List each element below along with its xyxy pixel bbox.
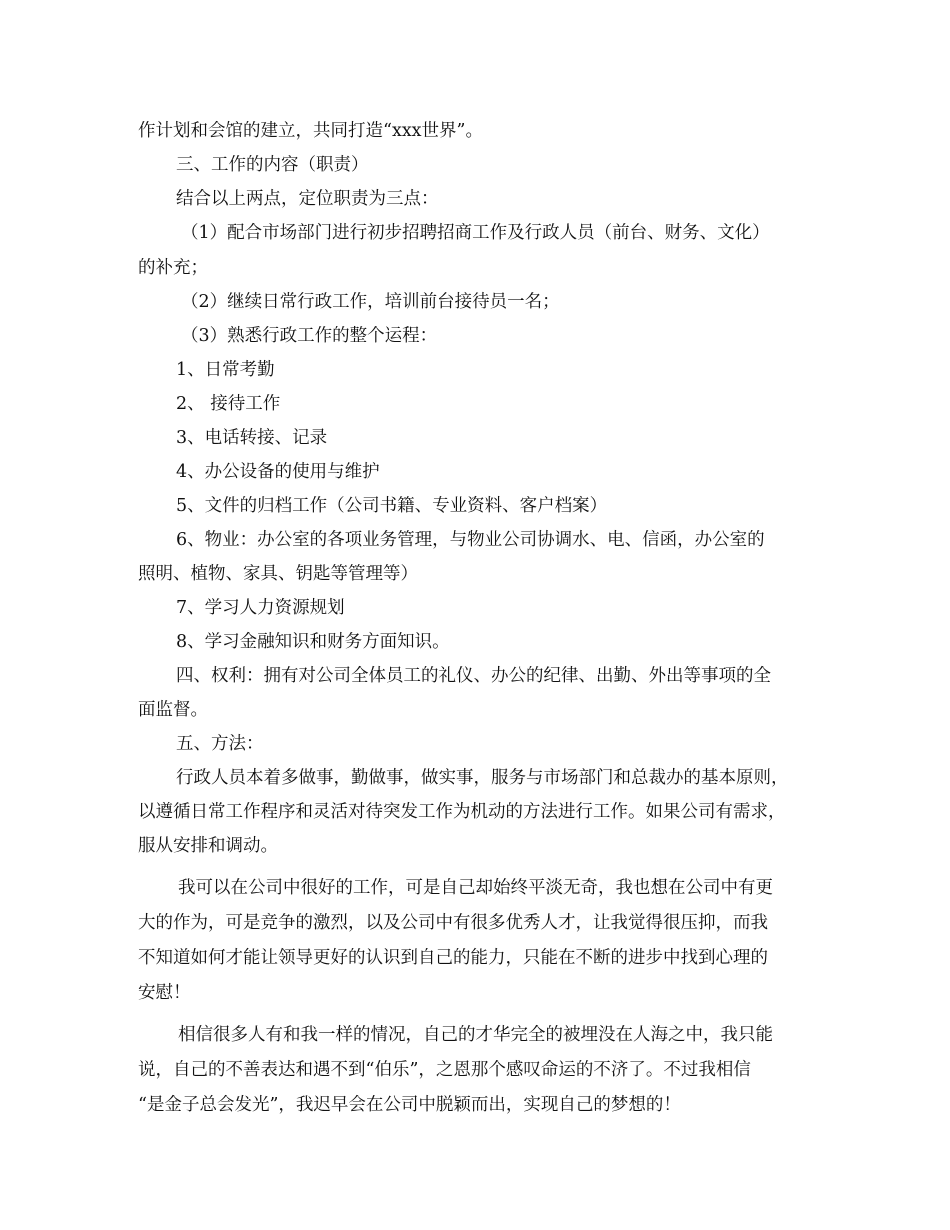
paragraph-line: 安慰！ <box>138 983 191 1003</box>
paragraph-line: 说，自己的不善表达和遇不到“伯乐”，之恩那个感叹命运的不济了。不过我相信 <box>138 1060 751 1080</box>
section-heading: 五、方法： <box>176 734 264 754</box>
list-item: 4、办公设备的使用与维护 <box>176 462 380 482</box>
list-item: （1）配合市场部门进行初步招聘招商工作及行政人员（前台、财务、文化） <box>181 223 770 243</box>
list-item: 3、电话转接、记录 <box>176 428 328 448</box>
paragraph-line: 大的作为，可是竞争的激烈，以及公司中有很多优秀人才，让我觉得很压抑，而我 <box>138 913 768 933</box>
list-item: 6、物业：办公室的各项业务管理，与物业公司协调水、电、信函，办公室的 <box>176 530 765 550</box>
paragraph-line: “是金子总会发光”，我迟早会在公司中脱颖而出，实现自己的梦想的！ <box>138 1095 681 1115</box>
text-line: 照明、植物、家具、钥匙等管理等） <box>138 564 418 584</box>
paragraph-line: 不知道如何才能让领导更好的认识到自己的能力，只能在不断的进步中找到心理的 <box>138 948 768 968</box>
text-line: 的补充； <box>138 258 208 278</box>
paragraph-line: 服从安排和调动。 <box>138 836 278 856</box>
paragraph-line: 我可以在公司中很好的工作，可是自己却始终平淡无奇，我也想在公司中有更 <box>178 878 773 898</box>
text-line: 面监督。 <box>138 700 208 720</box>
list-item: 2、 接待工作 <box>176 394 281 414</box>
list-item: 1、日常考勤 <box>176 360 275 380</box>
list-item: 8、学习金融知识和财务方面知识。 <box>176 632 450 652</box>
section-heading: 三、工作的内容（职责） <box>176 155 369 175</box>
list-item: 5、文件的归档工作（公司书籍、专业资料、客户档案） <box>176 496 608 516</box>
paragraph-line: 相信很多人有和我一样的情况，自己的才华完全的被埋没在人海之中，我只能 <box>178 1025 773 1045</box>
paragraph-line: 以遵循日常工作程序和灵活对待突发工作为机动的方法进行工作。如果公司有需求， <box>138 802 786 822</box>
section-heading: 四、权利：拥有对公司全体员工的礼仪、办公的纪律、出勤、外出等事项的全 <box>176 666 771 686</box>
paragraph-line: 行政人员本着多做事，勤做事，做实事，服务与市场部门和总裁办的基本原则， <box>176 768 789 788</box>
list-item: 7、学习人力资源规划 <box>176 598 345 618</box>
list-item: （3）熟悉行政工作的整个运程： <box>181 326 438 346</box>
text-line: 结合以上两点，定位职责为三点： <box>176 189 439 209</box>
text-line: 作计划和会馆的建立，共同打造“xxx世界”。 <box>138 121 483 141</box>
list-item: （2）继续日常行政工作，培训前台接待员一名； <box>181 292 560 312</box>
